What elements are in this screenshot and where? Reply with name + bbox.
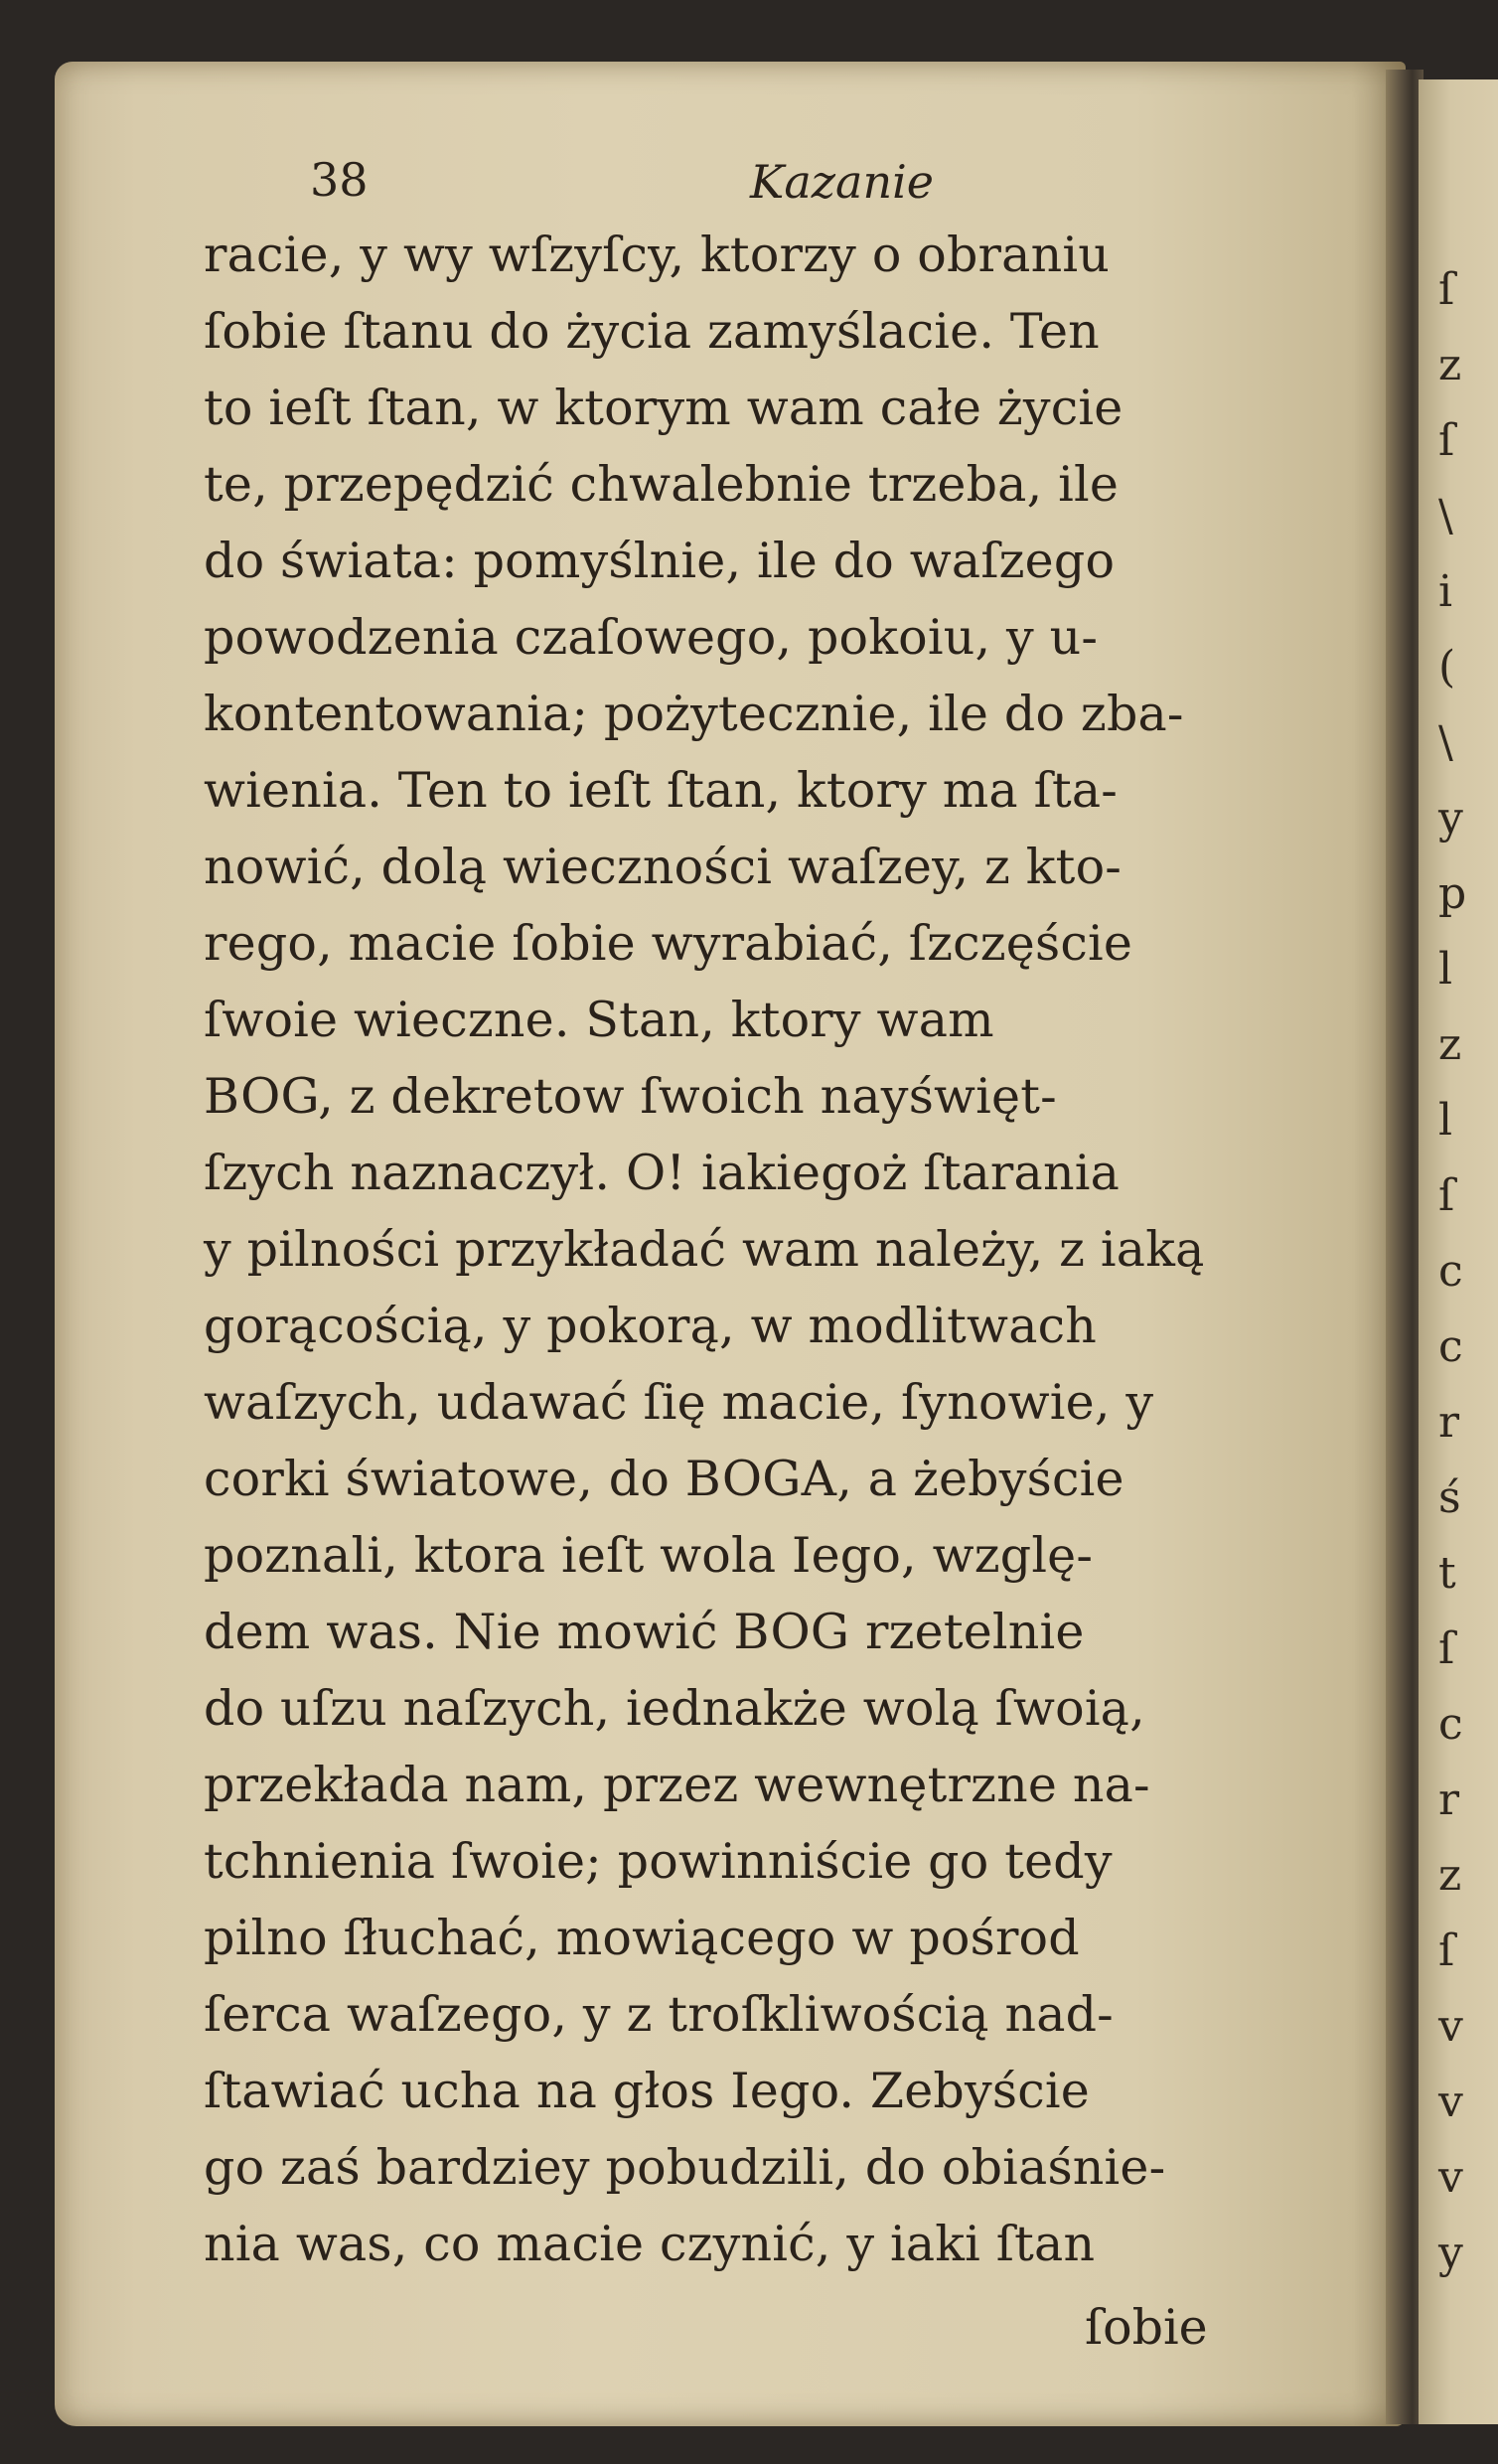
facing-page-glyph: z	[1438, 1850, 1462, 1901]
facing-page-glyph: ſ	[1438, 1925, 1455, 1976]
text-line: racie, y wy wſzyſcy, ktorzy o obraniu	[204, 227, 1110, 283]
facing-page-glyph: y	[1438, 2228, 1463, 2278]
text-line: tchnienia ſwoie; powinniście go tedy	[204, 1833, 1113, 1890]
text-line: ſwoie wieczne. Stan, ktory wam	[204, 992, 994, 1048]
text-line: ſtawiać ucha na głos Iego. Zebyście	[204, 2063, 1090, 2119]
facing-page-glyph: r	[1438, 1774, 1460, 1825]
text-line: nia was, co macie czynić, y iaki ſtan	[204, 2216, 1096, 2272]
text-line: pilno ſłuchać, mowiącego w pośrod	[204, 1910, 1080, 1966]
text-line: nowić, dolą wieczności waſzey, z kto-	[204, 839, 1123, 895]
text-line: corki światowe, do BOGA, a żebyście	[204, 1451, 1124, 1507]
facing-page-glyph: l	[1438, 1095, 1453, 1146]
facing-page-glyph: v	[1438, 2152, 1463, 2203]
facing-page-glyph: i	[1438, 566, 1453, 617]
facing-page-glyph: ś	[1438, 1472, 1461, 1523]
text-line: przekłada nam, przez wewnętrzne na-	[204, 1757, 1150, 1813]
text-line: te, przepędzić chwalebnie trzeba, ile	[204, 456, 1120, 513]
facing-page-glyph: z	[1438, 340, 1462, 390]
facing-page-glyph: v	[1438, 2001, 1463, 2052]
text-line: poznali, ktora ieſt wola Iego, wzglę-	[204, 1527, 1094, 1584]
text-line: dem was. Nie mowić BOG rzetelnie	[204, 1604, 1085, 1660]
facing-page-glyph: p	[1438, 868, 1467, 919]
facing-page-glyph: r	[1438, 1397, 1460, 1448]
text-line: gorącością, y pokorą, w modlitwach	[204, 1298, 1098, 1354]
facing-page-glyph: \	[1438, 491, 1453, 541]
facing-page-glyph: v	[1438, 2077, 1463, 2127]
text-line: waſzych, udawać ſię macie, ſynowie, y	[204, 1374, 1154, 1431]
text-line: ſobie ſtanu do życia zamyślacie. Ten	[204, 303, 1100, 360]
text-line: to ieſt ſtan, w ktorym wam całe życie	[204, 380, 1124, 436]
text-line: go zaś bardziey pobudzili, do obiaśnie-	[204, 2139, 1166, 2196]
facing-page-glyph: ſ	[1438, 1170, 1455, 1221]
catchword: ſobie	[1085, 2299, 1208, 2356]
text-line: ſzych naznaczył. O! iakiegoż ſtarania	[204, 1145, 1121, 1201]
text-line: do uſzu naſzych, iednakże wolą ſwoią,	[204, 1680, 1145, 1737]
facing-page-glyph: y	[1438, 793, 1463, 844]
text-line: wienia. Ten to ieſt ſtan, ktory ma ſta-	[204, 762, 1119, 819]
facing-page-glyph: ſ	[1438, 264, 1455, 315]
text-line: ſerca waſzego, y z troſkliwością nad-	[204, 1986, 1114, 2043]
text-line: BOG, z dekretow ſwoich nayświęt-	[204, 1068, 1057, 1125]
page-number: 38	[310, 153, 369, 207]
facing-page-glyph: z	[1438, 1019, 1462, 1070]
facing-page-glyph: c	[1438, 1321, 1463, 1372]
text-line: powodzenia czaſowego, pokoiu, y u-	[204, 609, 1099, 666]
facing-page-glyph: (	[1438, 642, 1456, 693]
facing-page-glyph: c	[1438, 1246, 1463, 1297]
text-line: rego, macie ſobie wyrabiać, ſzczęście	[204, 915, 1133, 972]
text-line: y pilności przykładać wam należy, z iaką	[204, 1221, 1205, 1278]
facing-page-glyph: t	[1438, 1548, 1456, 1599]
text-line: kontentowania; pożytecznie, ile do zba-	[204, 686, 1184, 742]
text-line: do świata: pomyślnie, ile do waſzego	[204, 533, 1116, 589]
facing-page-glyph: ſ	[1438, 415, 1455, 466]
facing-page-glyph: ſ	[1438, 1623, 1455, 1674]
facing-page-glyph: \	[1438, 717, 1453, 768]
facing-page-glyph: l	[1438, 944, 1453, 995]
facing-page-glyph: c	[1438, 1699, 1463, 1750]
running-title: Kazanie	[750, 155, 935, 209]
